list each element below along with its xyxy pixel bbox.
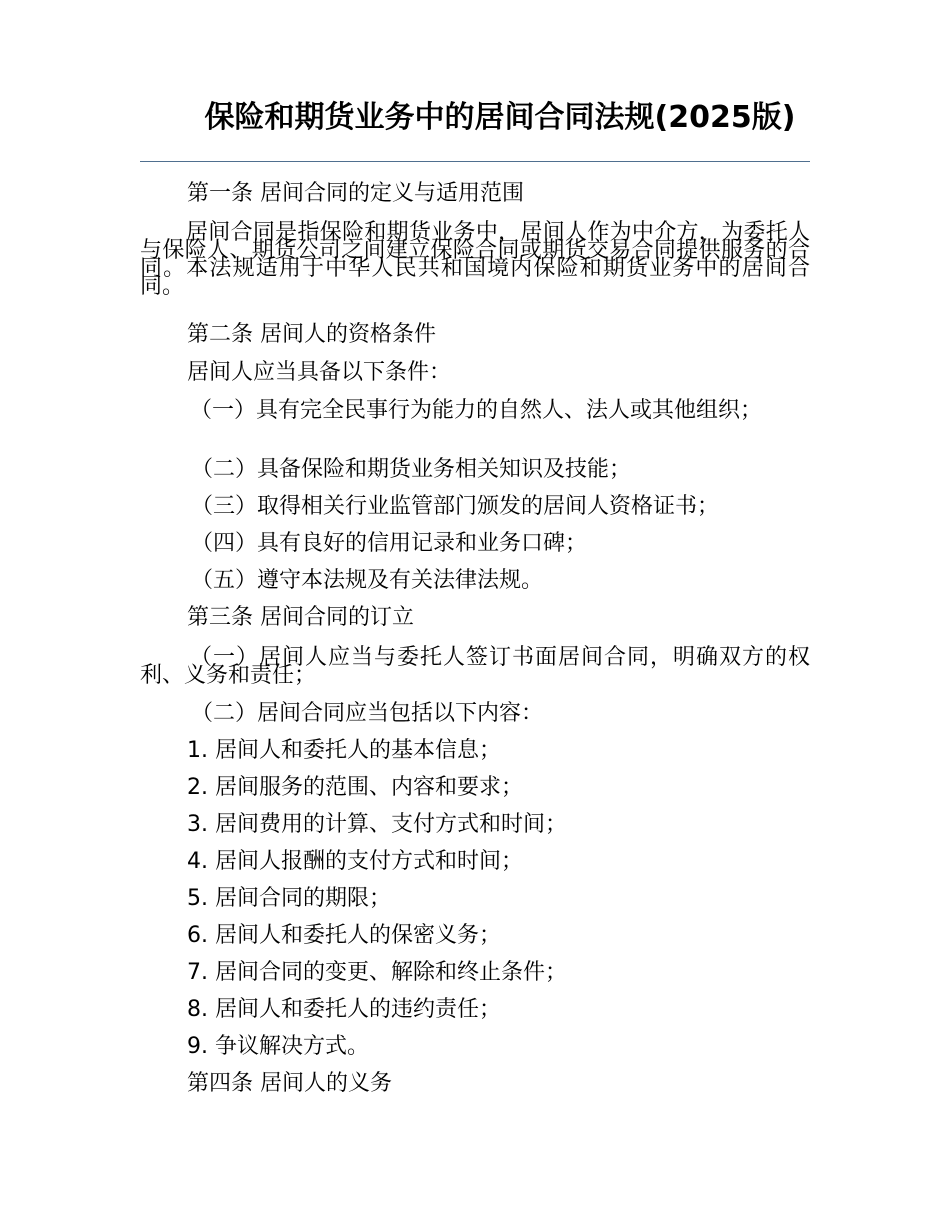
article3-list-item: 2. 居间服务的范围、内容和要求； [187, 775, 523, 800]
article3-item: （二）居间合同应当包括以下内容： [191, 701, 544, 726]
article3-list-item: 4. 居间人报酬的支付方式和时间； [187, 849, 523, 874]
article1-body: 居间合同是指保险和期货业务中，居间人作为中介方，为委托人与保险人、期货公司之间建立保险合同或期货交易合同提供服务的合同。本法规适用于中华人民共和国境内保险和期货业务中的居间合同。 [140, 220, 810, 299]
article3-list-item: 8. 居间人和委托人的违约责任； [187, 997, 501, 1022]
article3-list-item: 1. 居间人和委托人的基本信息； [187, 738, 501, 763]
article2-item: （三）取得相关行业监管部门颁发的居间人资格证书； [191, 494, 720, 519]
article3-item: （一）居间人应当与委托人签订书面居间合同，明确双方的权利、义务和责任； [140, 645, 810, 688]
document-title: 保险和期货业务中的居间合同法规(2025版) [204, 100, 796, 135]
article2-item: （二）具备保险和期货业务相关知识及技能； [191, 457, 632, 482]
article3-list-item: 9. 争议解决方式。 [187, 1034, 369, 1059]
article2-item: （四）具有良好的信用记录和业务口碑； [191, 531, 588, 556]
article2-heading: 第二条 居间人的资格条件 [187, 322, 436, 347]
article4-heading: 第四条 居间人的义务 [187, 1071, 392, 1096]
article2-intro: 居间人应当具备以下条件： [187, 360, 452, 385]
article1-heading: 第一条 居间合同的定义与适用范围 [187, 181, 524, 206]
title-underline [140, 161, 810, 162]
article3-list-item: 5. 居间合同的期限； [187, 886, 391, 911]
article3-list-item: 3. 居间费用的计算、支付方式和时间； [187, 812, 567, 837]
article3-heading: 第三条 居间合同的订立 [187, 605, 414, 630]
article3-list-item: 6. 居间人和委托人的保密义务； [187, 923, 501, 948]
article2-item: （五）遵守本法规及有关法律法规。 [191, 568, 544, 593]
article3-list-item: 7. 居间合同的变更、解除和终止条件； [187, 960, 567, 985]
article2-item: （一）具有完全民事行为能力的自然人、法人或其他组织； [190, 398, 763, 423]
